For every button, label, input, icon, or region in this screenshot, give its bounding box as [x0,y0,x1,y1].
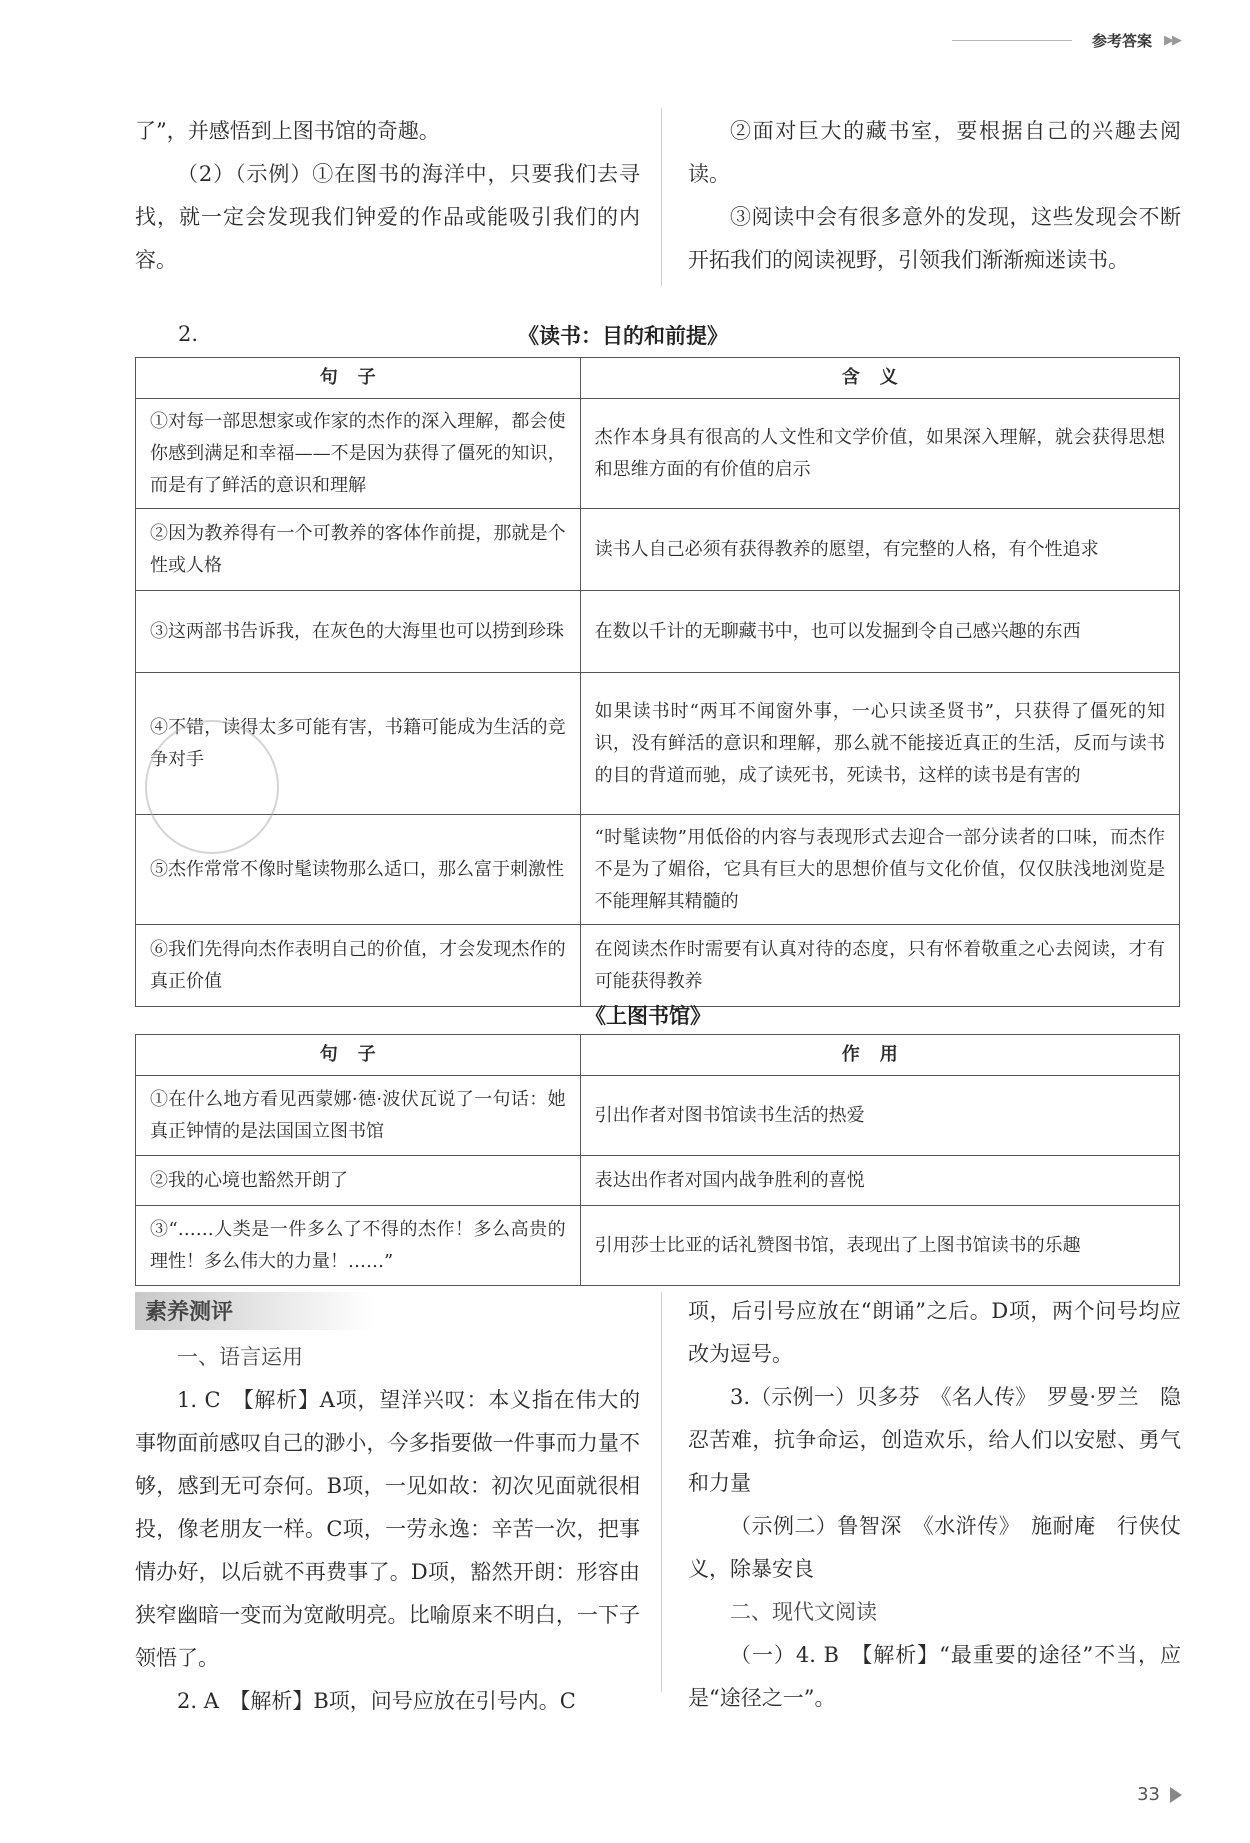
page-number [1137,1784,1182,1805]
column-header: 作用 [580,1035,1179,1076]
table-row [136,509,1180,591]
column-divider [661,1292,662,1692]
table2 [135,1034,1180,1286]
table2-title: 《上图书馆》 [585,1004,711,1028]
table-cell: 表达出作者对国内战争胜利的喜悦 [580,1156,1179,1206]
table-row [136,399,1180,509]
paragraph: 1. C 【解析】A项，望洋兴叹：本义指在伟大的事物面前感叹自己的渺小，今多指要做一件事而力量不够，感到无可奈何。B项，一见如故：初次见面就很相投，像老朋友一样。C项，一劳永逸：辛苦一次，把事情办好，以后就不再费事了。D项，豁然开朗：形容由狭窄幽暗一变而为宽敞明亮。比喻原来不明白，一下子领悟了。 [135,1388,640,1670]
header-rule [952,40,1072,41]
question-number: 2. [178,322,199,346]
paragraph: ③阅读中会有很多意外的发现，这些发现会不断开拓我们的阅读视野，引领我们渐渐痴迷读书。 [688,205,1181,272]
table-cell: ③“……人类是一件多么了不得的杰作！多么高贵的理性！多么伟大的力量！……” [136,1206,581,1286]
paragraph: 了”，并感悟到上图书馆的奇趣。 [135,119,440,143]
table-header-row [136,1035,1180,1076]
table-row [136,591,1180,673]
paragraph: 项，后引号应放在“朗诵”之后。D项，两个问号均应改为逗号。 [688,1299,1181,1366]
top-right-column [688,110,1181,282]
top-left-column [135,110,640,282]
paragraph: 3.（示例一）贝多芬 《名人传》 罗曼·罗兰 隐忍苦难，抗争命运，创造欢乐，给人们以安慰、勇气和力量 [688,1385,1181,1495]
paragraph: ②面对巨大的藏书室，要根据自己的兴趣去阅读。 [688,119,1181,186]
table-header-row [136,358,1180,399]
table-cell: ①对每一部思想家或作家的杰作的深入理解，都会使你感到满足和幸福——不是因为获得了僵死的知识，而是有了鲜活的意识和理解 [136,399,581,509]
paragraph: 2. A 【解析】B项，问号应放在引号内。C [177,1689,576,1713]
table-row [136,1206,1180,1286]
column-header: 含义 [580,358,1179,399]
header-title: 参考答案 [1091,32,1152,50]
table1-title: 《读书：目的和前提》 [518,324,728,348]
table-cell: 引出作者对图书馆读书生活的热爱 [580,1076,1179,1156]
table-row [136,815,1180,925]
table-cell: 在数以千计的无聊藏书中，也可以发掘到令自己感兴趣的东西 [580,591,1179,673]
table-row [136,925,1180,1007]
table-cell: 引用莎士比亚的话礼赞图书馆，表现出了上图书馆读书的乐趣 [580,1206,1179,1286]
table-row [136,1156,1180,1206]
table-cell: 杰作本身具有很高的人文性和文学价值，如果深入理解，就会获得思想和思维方面的有价值的启示 [580,399,1179,509]
column-header: 句子 [136,1035,581,1076]
paragraph: （示例二）鲁智深 《水浒传》 施耐庵 行侠仗义，除暴安良 [688,1514,1181,1581]
table1 [135,357,1180,1007]
subsection-heading: 二、现代文阅读 [730,1600,877,1624]
watermark-stamp [145,720,279,854]
header-arrow-icon: ▶▶ [1164,33,1180,48]
table-cell: ⑤杰作常常不像时髦读物那么适口，那么富于刺激性 [136,815,581,925]
page-number-label: 33 [1137,1784,1160,1805]
bottom-right-column [688,1290,1181,1720]
table-cell: 读书人自己必须有获得教养的愿望，有完整的人格，有个性追求 [580,509,1179,591]
table-cell: 在阅读杰作时需要有认真对待的态度，只有怀着敬重之心去阅读，才有可能获得教养 [580,925,1179,1007]
bottom-left-column [135,1336,640,1723]
table-cell: ④不错，读得太多可能有害，书籍可能成为生活的竞争对手 [136,673,581,815]
section-badge-label: 素养测评 [145,1300,234,1325]
table-cell: “时髦读物”用低俗的内容与表现形式去迎合一部分读者的口味，而杰作不是为了媚俗，它具有巨大的思想价值与文化价值，仅仅肤浅地浏览是不能理解其精髓的 [580,815,1179,925]
table-cell: ②因为教养得有一个可教养的客体作前提，那就是个性或人格 [136,509,581,591]
table-row [136,1076,1180,1156]
table-cell: ②我的心境也豁然开朗了 [136,1156,581,1206]
paragraph: （2）（示例）①在图书的海洋中，只要我们去寻找，就一定会发现我们钟爱的作品或能吸引我们的内容。 [135,162,640,272]
column-divider [661,108,662,286]
column-header: 句子 [136,358,581,399]
page-header [952,30,1180,51]
section-badge [135,1292,375,1330]
table-row [136,673,1180,815]
table-cell: ①在什么地方看见西蒙娜·德·波伏瓦说了一句话：她真正钟情的是法国国立图书馆 [136,1076,581,1156]
table-cell: 如果读书时“两耳不闻窗外事，一心只读圣贤书”，只获得了僵死的知识，没有鲜活的意识和理解，那么就不能接近真正的生活，反而与读书的目的背道而驰，成了读死书，死读书，这样的读书是有害的 [580,673,1179,815]
triangle-right-icon [1170,1787,1182,1803]
paragraph: （一）4. B 【解析】“最重要的途径”不当，应是“途径之一”。 [688,1643,1181,1710]
table-cell: ⑥我们先得向杰作表明自己的价值，才会发现杰作的真正价值 [136,925,581,1007]
subsection-heading: 一、语言运用 [177,1345,303,1369]
table-cell: ③这两部书告诉我，在灰色的大海里也可以捞到珍珠 [136,591,581,673]
